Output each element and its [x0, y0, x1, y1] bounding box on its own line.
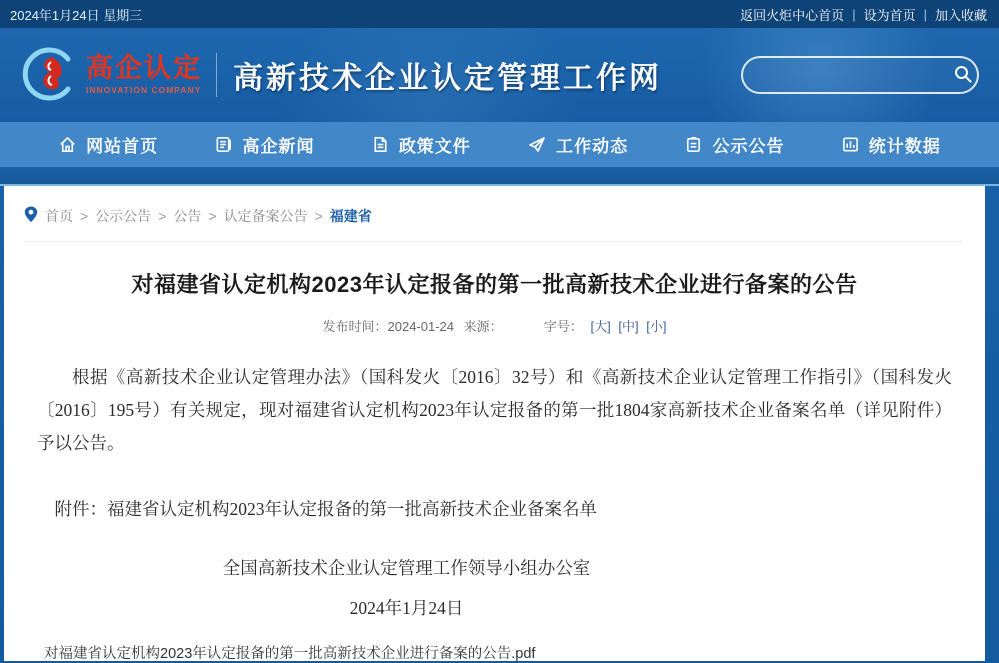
nav-sub-band — [0, 167, 999, 186]
fontsize-large-button[interactable]: [大] — [590, 319, 611, 334]
nav-item-label: 高企新闻 — [242, 137, 315, 156]
publish-time-value: 2024-01-24 — [387, 319, 455, 334]
nav-item-label: 统计数据 — [868, 137, 941, 156]
breadcrumb-separator: > — [158, 208, 167, 224]
breadcrumb-current-fujian: 福建省 — [329, 208, 372, 224]
content-panel — [4, 186, 985, 661]
nav-item-label: 公示公告 — [712, 137, 785, 156]
fontsize-label: 字号： — [543, 319, 583, 334]
breadcrumb-separator: > — [314, 208, 323, 224]
site-logo[interactable] — [22, 45, 202, 106]
nav-item-policy[interactable] — [371, 132, 471, 157]
logo-cn-text: 高企认定 — [86, 53, 202, 84]
search-icon — [953, 64, 973, 87]
clipboard-icon — [684, 135, 703, 154]
breadcrumb — [4, 186, 985, 226]
logo-divider — [216, 53, 217, 97]
back-to-torch-center-link[interactable]: 返回火炬中心首页 — [740, 7, 845, 23]
breadcrumb-announcements[interactable]: 公告 — [173, 208, 202, 224]
breadcrumb-separator: > — [208, 208, 217, 224]
fontsize-medium-button[interactable]: [中] — [618, 319, 639, 334]
breadcrumb-divider — [26, 241, 963, 242]
bar-chart-icon — [841, 135, 860, 154]
article-meta — [4, 316, 985, 335]
top-utility-bar — [0, 0, 999, 28]
search-box — [741, 56, 979, 94]
breadcrumb-home[interactable]: 首页 — [45, 208, 73, 224]
main-nav — [0, 122, 999, 167]
nav-item-news[interactable] — [214, 132, 314, 157]
breadcrumb-filing-notices[interactable]: 认定备案公告 — [223, 208, 308, 224]
current-date: 2024年1月24日 星期三 — [10, 7, 143, 23]
breadcrumb-notices[interactable]: 公示公告 — [95, 208, 152, 224]
site-header — [0, 28, 999, 122]
article-title: 对福建省认定机构2023年认定报备的第一批高新技术企业进行备案的公告 — [131, 272, 858, 297]
add-favorite-link[interactable]: 加入收藏 — [934, 7, 987, 23]
separator: | — [852, 6, 856, 22]
nav-item-home[interactable] — [58, 132, 158, 157]
separator: | — [923, 6, 927, 22]
paper-plane-icon — [527, 135, 547, 155]
signature-block — [4, 555, 985, 620]
fontsize-small-button[interactable]: [小] — [646, 319, 667, 334]
top-utility-links — [740, 5, 987, 24]
signature-organization: 全国高新技术企业认定管理工作领导小组办公室 — [222, 558, 591, 578]
signature-date: 2024年1月24日 — [349, 598, 464, 618]
attachment-line: 附件：福建省认定机构2023年认定报备的第一批高新技术企业备案名单 — [54, 499, 597, 519]
logo-swirl-icon — [22, 45, 78, 106]
search-button[interactable] — [948, 58, 977, 92]
search-input[interactable] — [743, 58, 948, 92]
attachment-pdf-link[interactable]: 对福建省认定机构2023年认定报备的第一批高新技术企业进行备案的公告.pdf — [44, 646, 536, 662]
news-icon — [214, 135, 233, 154]
location-pin-icon — [24, 206, 38, 226]
nav-item-label: 工作动态 — [556, 137, 629, 156]
site-title: 高新技术企业认定管理工作网 — [233, 62, 662, 95]
policy-file-icon — [371, 135, 390, 154]
home-icon — [58, 135, 77, 154]
set-homepage-link[interactable]: 设为首页 — [863, 7, 916, 23]
breadcrumb-separator: > — [80, 208, 89, 224]
article-paragraph: 根据《高新技术企业认定管理办法》（国科发火〔2016〕32号）和《高新技术企业认定管理工作指引》（国科发火〔2016〕195号）有关规定，现对福建省认定机构2023年认定报备的第一批1804家高新技术企业备案名单（详见附件）予以公告。 — [37, 367, 952, 453]
nav-item-work[interactable] — [527, 132, 628, 157]
nav-item-stats[interactable] — [841, 132, 941, 157]
publish-time-label: 发布时间： — [322, 319, 388, 334]
nav-item-notice[interactable] — [684, 132, 784, 157]
logo-text — [86, 55, 202, 95]
logo-en-text: INNOVATION COMPANY — [86, 85, 202, 96]
nav-item-label: 政策文件 — [398, 137, 471, 156]
source-label: 来源： — [463, 319, 503, 334]
nav-item-label: 网站首页 — [86, 137, 159, 156]
